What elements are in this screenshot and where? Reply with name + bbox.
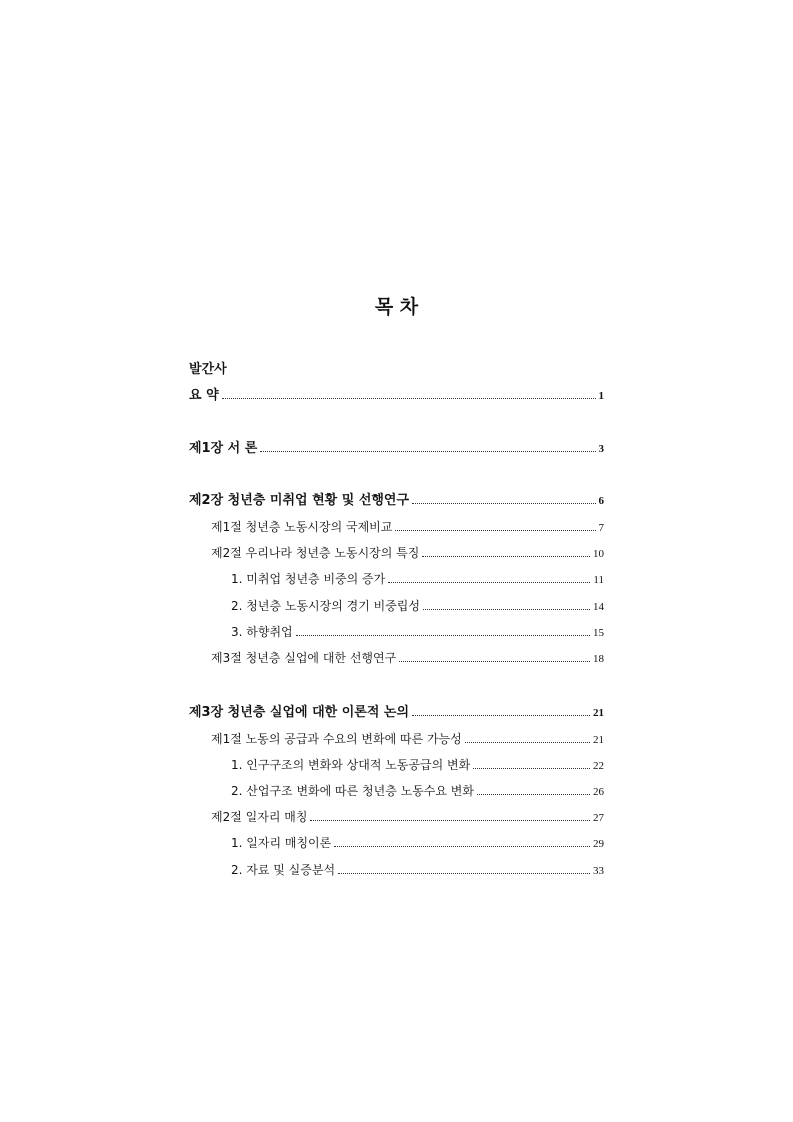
toc-entry-page: 21 (593, 707, 604, 719)
toc-entry-chapter-2 (189, 492, 604, 510)
dot-leader (473, 768, 590, 769)
toc-entry-page: 22 (593, 760, 604, 772)
toc-entry-label: 3. 하향취업 (231, 625, 293, 639)
toc-entry-label: 제1장 서 론 (189, 441, 258, 456)
dot-leader (412, 715, 590, 716)
dot-leader (388, 582, 590, 583)
toc-entry-subsection (231, 570, 604, 589)
dot-leader (465, 742, 590, 743)
toc-entry-label: 제2절 우리나라 청년층 노동시장의 특징 (211, 546, 420, 560)
toc-entry-label: 제3절 청년층 실업에 대한 선행연구 (211, 651, 397, 665)
toc-entry-page: 27 (593, 812, 604, 824)
toc-entry-label: 2. 청년층 노동시장의 경기 비중립성 (231, 599, 420, 613)
dot-leader (395, 530, 595, 531)
toc-entry-page: 21 (593, 734, 604, 746)
toc-entry-label: 제3장 청년층 실업에 대한 이론적 논의 (189, 705, 410, 720)
toc-entry-page: 18 (593, 653, 604, 665)
toc-entry-page: 14 (593, 601, 604, 613)
toc-entry-page: 26 (593, 786, 604, 798)
toc-entry-label: 1. 인구구조의 변화와 상대적 노동공급의 변화 (231, 758, 471, 772)
toc-entry-section (211, 544, 604, 563)
toc-entry-section (211, 649, 604, 668)
dot-leader (423, 609, 590, 610)
toc-entry-page: 6 (598, 495, 604, 507)
toc-entry-preface: 발간사 (189, 362, 227, 377)
toc-entry-label: 2. 산업구조 변화에 따른 청년층 노동수요 변화 (231, 784, 474, 798)
toc-entry-subsection (231, 756, 604, 775)
toc-entry-page: 11 (593, 574, 604, 586)
toc-entry-page: 7 (598, 522, 604, 534)
dot-leader (399, 661, 590, 662)
toc-entry-page: 33 (593, 865, 604, 877)
toc-entry-subsection (231, 782, 604, 801)
toc-entry-page: 15 (593, 627, 604, 639)
toc-entry-label: 1. 미취업 청년층 비중의 증가 (231, 572, 386, 586)
toc-entry-label: 요 약 (189, 388, 219, 403)
toc-entry-label: 제2장 청년층 미취업 현황 및 선행연구 (189, 493, 410, 508)
dot-leader (412, 503, 595, 504)
dot-leader (477, 794, 590, 795)
toc-entry-label: 2. 자료 및 실증분석 (231, 863, 336, 877)
dot-leader (296, 635, 590, 636)
toc-entry-chapter-1 (189, 440, 604, 458)
dot-leader (260, 451, 595, 452)
dot-leader (338, 873, 590, 874)
toc-entry-label: 제2절 일자리 매칭 (211, 810, 308, 824)
toc-entry-page: 29 (593, 838, 604, 850)
dot-leader (422, 556, 590, 557)
toc-entry-subsection (231, 623, 604, 642)
dot-leader (222, 398, 596, 399)
toc-entry-label: 제1절 청년층 노동시장의 국제비교 (211, 520, 393, 534)
toc-entry-section (211, 730, 604, 749)
toc-entry-section (211, 518, 604, 537)
toc-entry-section (211, 808, 604, 827)
toc-entry-subsection (231, 861, 604, 880)
toc-entry-subsection (231, 597, 604, 616)
toc-entry-page: 1 (598, 390, 604, 402)
dot-leader (310, 820, 590, 821)
dot-leader (334, 846, 590, 847)
toc-entry-label: 제1절 노동의 공급과 수요의 변화에 따른 가능성 (211, 732, 462, 746)
toc-entry-summary (189, 387, 604, 405)
toc-entry-label: 1. 일자리 매칭이론 (231, 836, 332, 850)
page-title: 목 차 (374, 296, 419, 318)
toc-entry-chapter-3 (189, 704, 604, 722)
toc-entry-subsection (231, 834, 604, 853)
toc-entry-page: 10 (593, 548, 604, 560)
toc-entry-page: 3 (598, 443, 604, 455)
